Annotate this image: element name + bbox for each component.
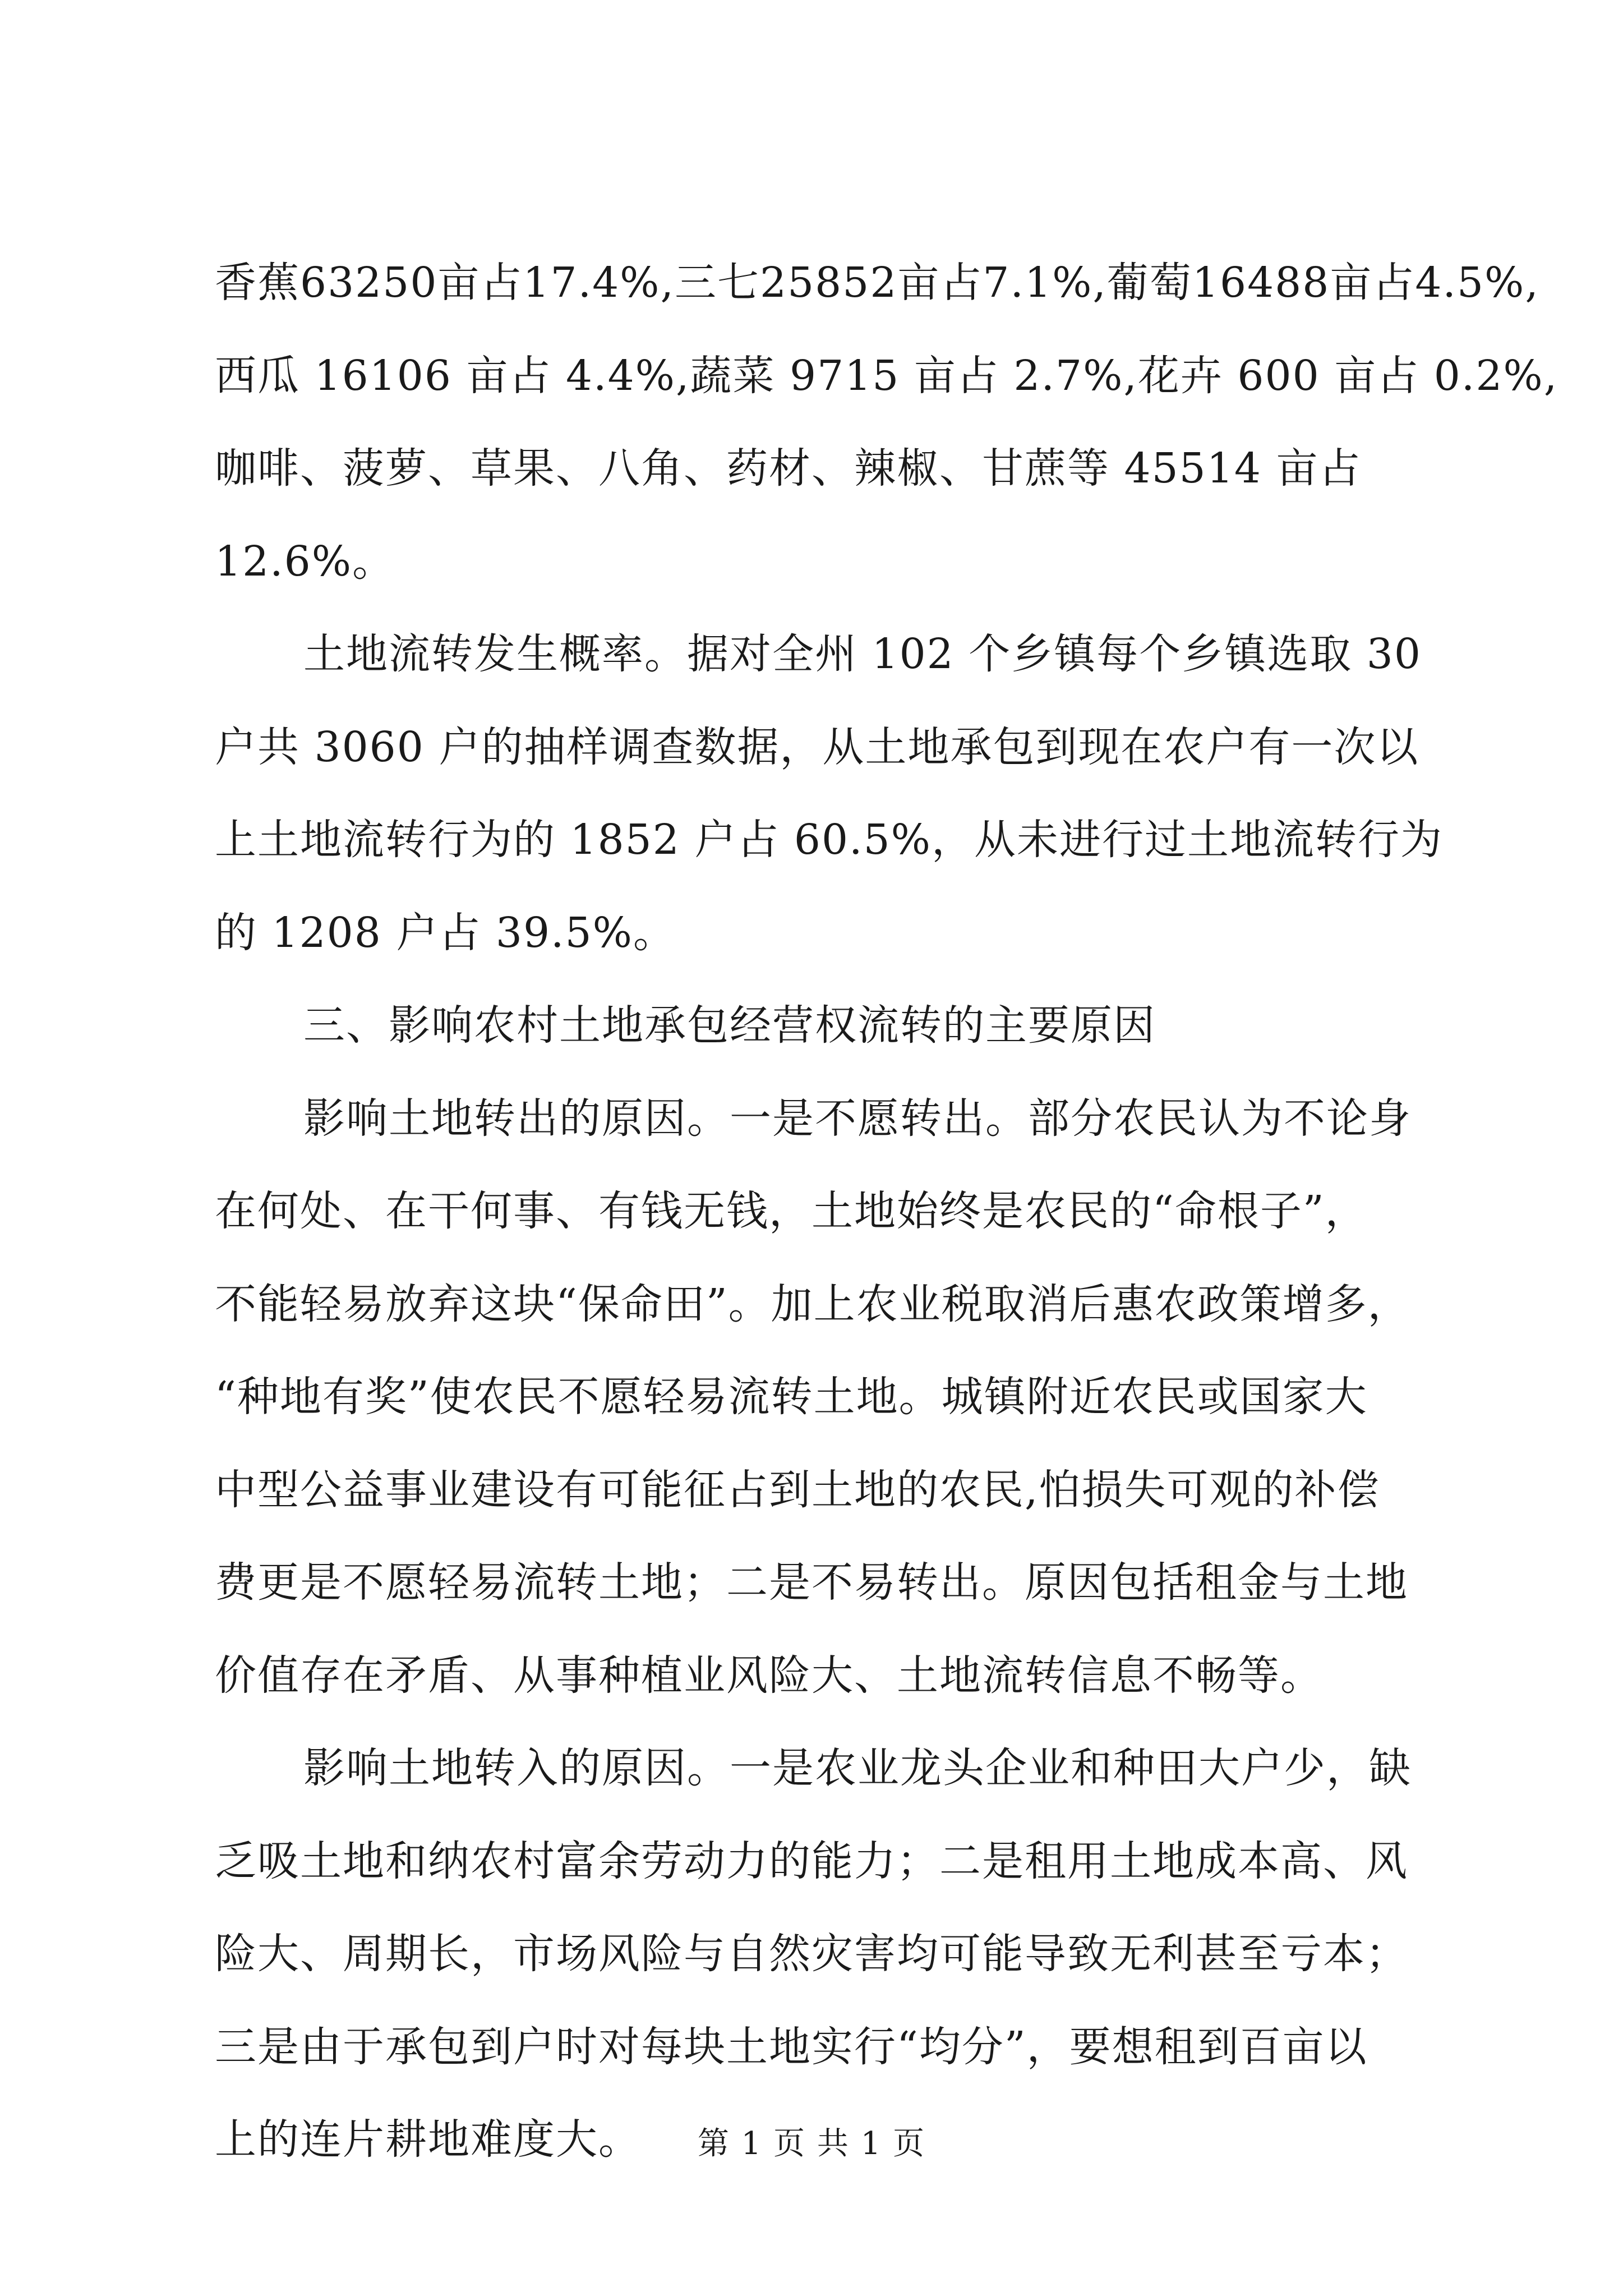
text-line: 费更是不愿轻易流转土地；二是不易转出。原因包括租金与土地 bbox=[215, 1558, 1408, 1607]
text-line: 西瓜 16106 亩占 4.4%,蔬菜 9715 亩占 2.7%,花卉 600 亩占 0.2%, bbox=[215, 351, 1559, 400]
text-line: “种地有奖”使农民不愿轻易流转土地。城镇附近农民或国家大 bbox=[215, 1373, 1368, 1421]
text-line: 乏吸土地和纳农村富余劳动力的能力；二是租用土地成本高、风 bbox=[215, 1837, 1408, 1885]
page-footer: 第 1 页 共 1 页 bbox=[697, 2125, 926, 2162]
text-line: 险大、周期长，市场风险与自然灾害均可能导致无利甚至亏本； bbox=[215, 1930, 1408, 1978]
document-body bbox=[215, 259, 1559, 2208]
text-line: 中型公益事业建设有可能征占到土地的农民,怕损失可观的补偿 bbox=[215, 1465, 1380, 1514]
text-line: 价值存在矛盾、从事种植业风险大、土地流转信息不畅等。 bbox=[215, 1651, 1323, 1700]
section-heading: 三、影响农村土地承包经营权流转的主要原因 bbox=[303, 1001, 1156, 1050]
text-line: 上的连片耕地难度大。 bbox=[215, 2115, 641, 2164]
text-line: 的 1208 户占 39.5%。 bbox=[215, 908, 676, 957]
text-line: 咖啡、菠萝、草果、八角、药材、辣椒、甘蔗等 45514 亩占 bbox=[215, 444, 1362, 493]
text-line: 户共 3060 户的抽样调查数据，从土地承包到现在农户有一次以 bbox=[215, 723, 1419, 771]
text-line: 上土地流转行为的 1852 户占 60.5%，从未进行过土地流转行为 bbox=[215, 816, 1443, 864]
text-line: 三是由于承包到户时对每块土地实行“均分”，要想租到百亩以 bbox=[215, 2022, 1368, 2071]
text-line: 影响土地转入的原因。一是农业龙头企业和种田大户少，缺 bbox=[303, 1744, 1412, 1792]
text-line: 土地流转发生概率。据对全州 102 个乡镇每个乡镇选取 30 bbox=[303, 630, 1422, 678]
text-line: 不能轻易放弃这块“保命田”。加上农业税取消后惠农政策增多， bbox=[215, 1280, 1410, 1328]
text-line: 影响土地转出的原因。一是不愿转出。部分农民认为不论身 bbox=[303, 1094, 1412, 1143]
text-line: 在何处、在干何事、有钱无钱，土地始终是农民的“命根子”， bbox=[215, 1187, 1368, 1235]
text-line: 12.6%。 bbox=[215, 537, 395, 586]
text-line: 香蕉63250亩占17.4%,三七25852亩占7.1%,葡萄16488亩占4.5%, bbox=[215, 259, 1539, 307]
